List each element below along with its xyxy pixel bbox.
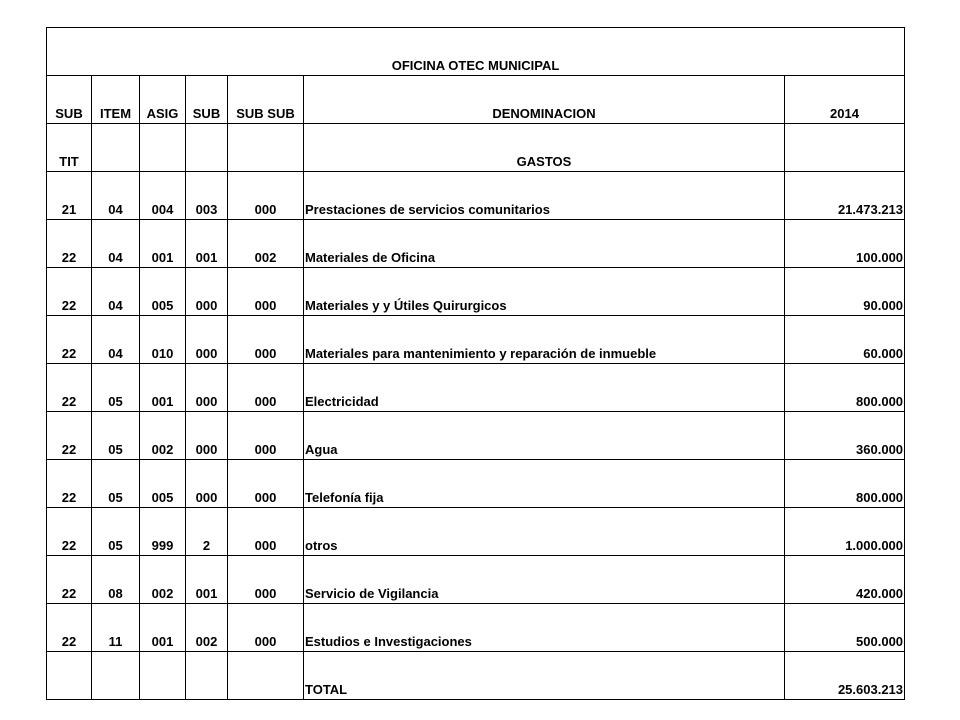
cell-subsub: 000 <box>228 316 304 364</box>
cell-denominacion: Materiales para mantenimiento y reparación de inmueble <box>304 316 785 364</box>
cell-sub: 000 <box>186 412 228 460</box>
cell-amount: 90.000 <box>785 268 905 316</box>
empty-cell <box>228 652 304 700</box>
cell-amount: 420.000 <box>785 556 905 604</box>
cell-asig: 005 <box>140 268 186 316</box>
header-denominacion: DENOMINACION <box>304 76 785 124</box>
empty-cell <box>140 652 186 700</box>
empty-cell <box>228 124 304 172</box>
cell-subsub: 002 <box>228 220 304 268</box>
cell-asig: 999 <box>140 508 186 556</box>
table-row <box>47 604 905 652</box>
subheader-row <box>47 124 905 172</box>
table-row <box>47 508 905 556</box>
cell-item: 05 <box>92 412 140 460</box>
cell-asig: 001 <box>140 220 186 268</box>
header-year: 2014 <box>785 76 905 124</box>
cell-denominacion: Prestaciones de servicios comunitarios <box>304 172 785 220</box>
cell-denominacion: otros <box>304 508 785 556</box>
cell-asig: 004 <box>140 172 186 220</box>
cell-asig: 002 <box>140 556 186 604</box>
cell-amount: 100.000 <box>785 220 905 268</box>
cell-item: 04 <box>92 172 140 220</box>
empty-cell <box>186 652 228 700</box>
cell-subsub: 000 <box>228 508 304 556</box>
cell-denominacion: Estudios e Investigaciones <box>304 604 785 652</box>
header-item: ITEM <box>92 76 140 124</box>
cell-subsub: 000 <box>228 460 304 508</box>
cell-asig: 002 <box>140 412 186 460</box>
cell-subsub: 000 <box>228 604 304 652</box>
cell-item: 11 <box>92 604 140 652</box>
cell-item: 05 <box>92 364 140 412</box>
cell-subsub: 000 <box>228 412 304 460</box>
cell-asig: 005 <box>140 460 186 508</box>
total-amount: 25.603.213 <box>785 652 905 700</box>
table-row <box>47 460 905 508</box>
cell-asig: 010 <box>140 316 186 364</box>
header-subsub: SUB SUB <box>228 76 304 124</box>
cell-denominacion: Electricidad <box>304 364 785 412</box>
cell-sub: 2 <box>186 508 228 556</box>
cell-subsub: 000 <box>228 364 304 412</box>
cell-denominacion: Materiales y y Útiles Quirurgicos <box>304 268 785 316</box>
cell-subtit: 22 <box>47 364 92 412</box>
table-row <box>47 412 905 460</box>
cell-sub: 003 <box>186 172 228 220</box>
cell-asig: 001 <box>140 604 186 652</box>
table-row <box>47 556 905 604</box>
cell-denominacion: Servicio de Vigilancia <box>304 556 785 604</box>
cell-denominacion: Telefonía fija <box>304 460 785 508</box>
table-row <box>47 172 905 220</box>
cell-asig: 001 <box>140 364 186 412</box>
cell-amount: 500.000 <box>785 604 905 652</box>
cell-subtit: 22 <box>47 604 92 652</box>
header-sub: SUB <box>186 76 228 124</box>
cell-amount: 800.000 <box>785 364 905 412</box>
table-row <box>47 220 905 268</box>
cell-sub: 000 <box>186 364 228 412</box>
cell-subtit: 22 <box>47 412 92 460</box>
cell-item: 08 <box>92 556 140 604</box>
section-gastos: GASTOS <box>304 124 785 172</box>
cell-amount: 21.473.213 <box>785 172 905 220</box>
empty-cell <box>140 124 186 172</box>
cell-item: 05 <box>92 460 140 508</box>
cell-subtit: 22 <box>47 268 92 316</box>
empty-cell <box>186 124 228 172</box>
table-row <box>47 316 905 364</box>
header-subtit: SUB <box>47 76 92 124</box>
table-title: OFICINA OTEC MUNICIPAL <box>47 28 905 76</box>
budget-table <box>46 27 905 700</box>
cell-subtit: 22 <box>47 316 92 364</box>
cell-sub: 001 <box>186 556 228 604</box>
cell-subtit: 22 <box>47 460 92 508</box>
cell-sub: 000 <box>186 316 228 364</box>
cell-sub: 002 <box>186 604 228 652</box>
header-subtit-line2: TIT <box>47 124 92 172</box>
title-row <box>47 28 905 76</box>
table-row <box>47 268 905 316</box>
empty-cell <box>92 124 140 172</box>
cell-amount: 1.000.000 <box>785 508 905 556</box>
empty-cell <box>47 652 92 700</box>
cell-subtit: 21 <box>47 172 92 220</box>
cell-subsub: 000 <box>228 172 304 220</box>
cell-item: 05 <box>92 508 140 556</box>
cell-subsub: 000 <box>228 268 304 316</box>
cell-item: 04 <box>92 316 140 364</box>
cell-item: 04 <box>92 268 140 316</box>
header-row <box>47 76 905 124</box>
cell-denominacion: Agua <box>304 412 785 460</box>
cell-sub: 000 <box>186 460 228 508</box>
cell-subsub: 000 <box>228 556 304 604</box>
empty-cell <box>785 124 905 172</box>
cell-subtit: 22 <box>47 556 92 604</box>
empty-cell <box>92 652 140 700</box>
cell-sub: 000 <box>186 268 228 316</box>
cell-amount: 60.000 <box>785 316 905 364</box>
cell-amount: 800.000 <box>785 460 905 508</box>
cell-denominacion: Materiales de Oficina <box>304 220 785 268</box>
cell-subtit: 22 <box>47 220 92 268</box>
total-label: TOTAL <box>304 652 785 700</box>
table-row <box>47 364 905 412</box>
header-asig: ASIG <box>140 76 186 124</box>
cell-amount: 360.000 <box>785 412 905 460</box>
cell-subtit: 22 <box>47 508 92 556</box>
cell-sub: 001 <box>186 220 228 268</box>
total-row <box>47 652 905 700</box>
cell-item: 04 <box>92 220 140 268</box>
